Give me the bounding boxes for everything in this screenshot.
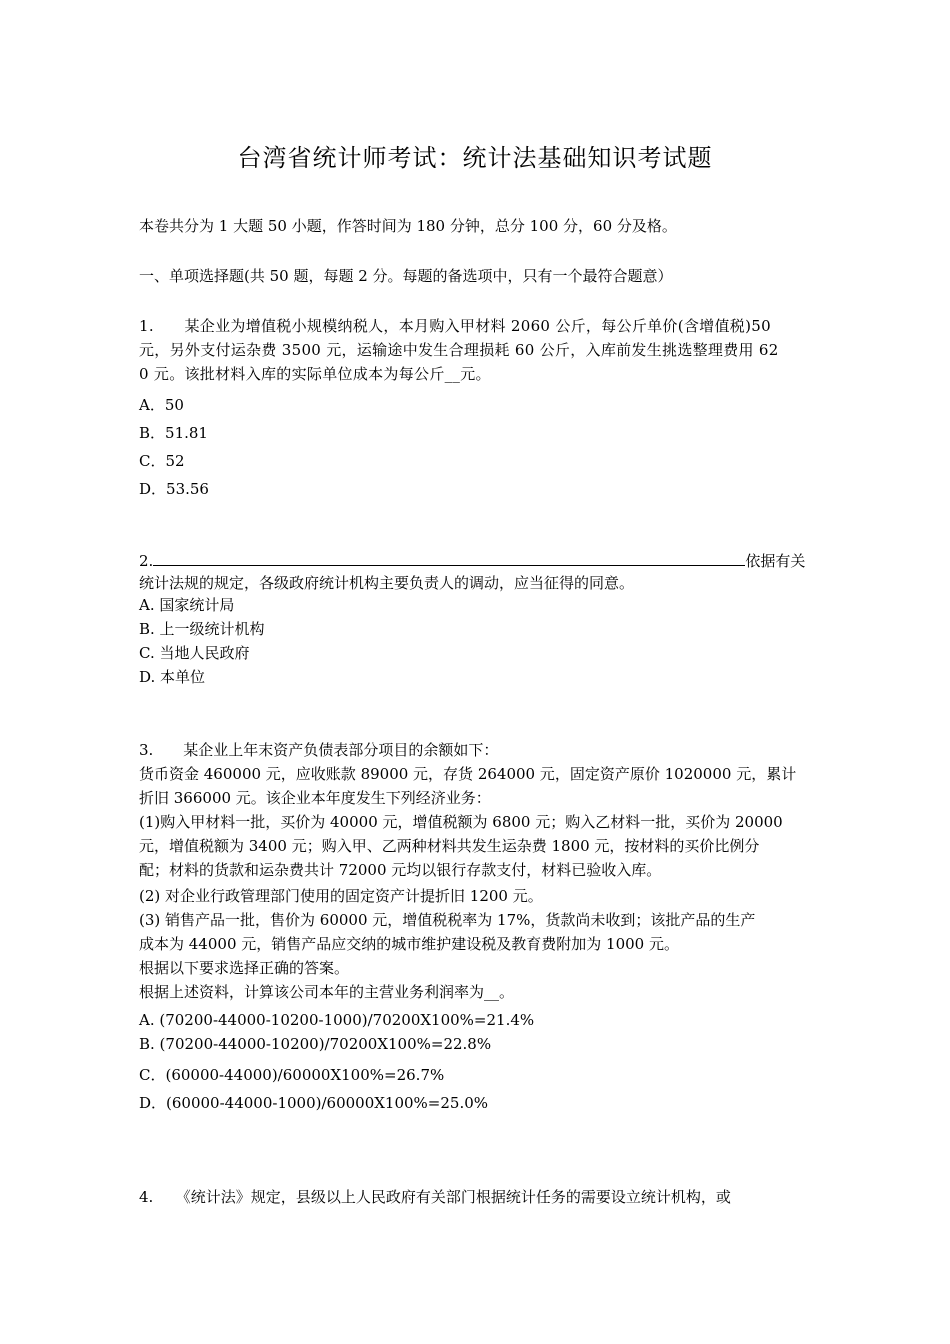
question-1-option-c: C．52 (139, 452, 185, 470)
question-1-line-1: 1. 某企业为增值税小规模纳税人，本月购入甲材料 2060 公斤，每公斤单价(含增值税)50 (139, 317, 771, 335)
question-3-line-9: 成本为 44000 元，销售产品应交纳的城市维护建设税及教育费附加为 1000 元。 (139, 935, 679, 953)
question-1-option-d: D．53.56 (139, 480, 209, 498)
question-3-line-1: 3. 某企业上年末资产负债表部分项目的余额如下： (139, 741, 499, 759)
question-3-line-7: (2) 对企业行政管理部门使用的固定资产计提折旧 1200 元。 (139, 887, 543, 905)
question-1-option-b: B．51.81 (139, 424, 208, 442)
question-3-line-3: 折旧 366000 元。该企业本年度发生下列经济业务： (139, 789, 491, 807)
question-3-line-4: (1)购入甲材料一批，买价为 40000 元，增值税额为 6800 元；购入乙材料一批，买价为 20000 (139, 813, 783, 831)
question-3-line-10: 根据以下要求选择正确的答案。 (139, 959, 350, 977)
exam-intro: 本卷共分为 1 大题 50 小题，作答时间为 180 分钟，总分 100 分，60 分及格。 (139, 217, 677, 235)
document-title: 台湾省统计师考试：统计法基础知识考试题 (237, 144, 713, 172)
section-heading: 一、单项选择题(共 50 题，每题 2 分。每题的备选项中，只有一个最符合题意） (139, 267, 673, 285)
question-4-line-1: 4. 《统计法》规定，县级以上人民政府有关部门根据统计任务的需要设立统计机构，或 (139, 1188, 731, 1206)
question-2-option-c: C. 当地人民政府 (139, 644, 250, 662)
question-2-number: 2. (139, 552, 154, 570)
question-3-option-a: A. (70200-44000-10200-1000)/70200Ⅹ100%=21.4% (139, 1011, 535, 1029)
question-2-blank (153, 549, 745, 566)
question-2-option-d: D. 本单位 (139, 668, 206, 686)
question-3-line-2: 货币资金 460000 元，应收账款 89000 元，存货 264000 元，固定资产原价 1020000 元，累计 (139, 765, 797, 783)
question-3-option-d: D．(60000-44000-1000)/60000Ⅹ100%=25.0% (139, 1094, 489, 1112)
question-3-line-11: 根据上述资料，计算该公司本年的主营业务利润率为__。 (139, 983, 515, 1001)
question-1-line-2: 元，另外支付运杂费 3500 元，运输途中发生合理损耗 60 公斤，入库前发生挑选整理费用 62 (139, 341, 779, 359)
question-2-line-2: 统计法规的规定，各级政府统计机构主要负责人的调动，应当征得的同意。 (139, 574, 635, 592)
question-2-tail: 依据有关 (745, 552, 806, 570)
question-3-line-5: 元，增值税额为 3400 元；购入甲、乙两种材料共发生运杂费 1800 元，按材料的买价比例分 (139, 837, 760, 855)
question-2-option-a: A. 国家统计局 (139, 596, 235, 614)
question-2-line-1 (139, 549, 805, 573)
question-3-option-b: B. (70200-44000-10200)/70200Ⅹ100%=22.8% (139, 1035, 492, 1053)
question-3-line-6: 配；材料的货款和运杂费共计 72000 元均以银行存款支付，材料已验收入库。 (139, 861, 662, 879)
question-2-option-b: B. 上一级统计机构 (139, 620, 265, 638)
question-1-line-3: 0 元。该批材料入库的实际单位成本为每公斤__元。 (139, 365, 491, 383)
question-1-option-a: A．50 (139, 396, 184, 414)
question-3-option-c: C．(60000-44000)/60000Ⅹ100%=26.7% (139, 1066, 445, 1084)
question-3-line-8: (3) 销售产品一批，售价为 60000 元，增值税税率为 17%，货款尚未收到；该批产品的生产 (139, 911, 756, 929)
